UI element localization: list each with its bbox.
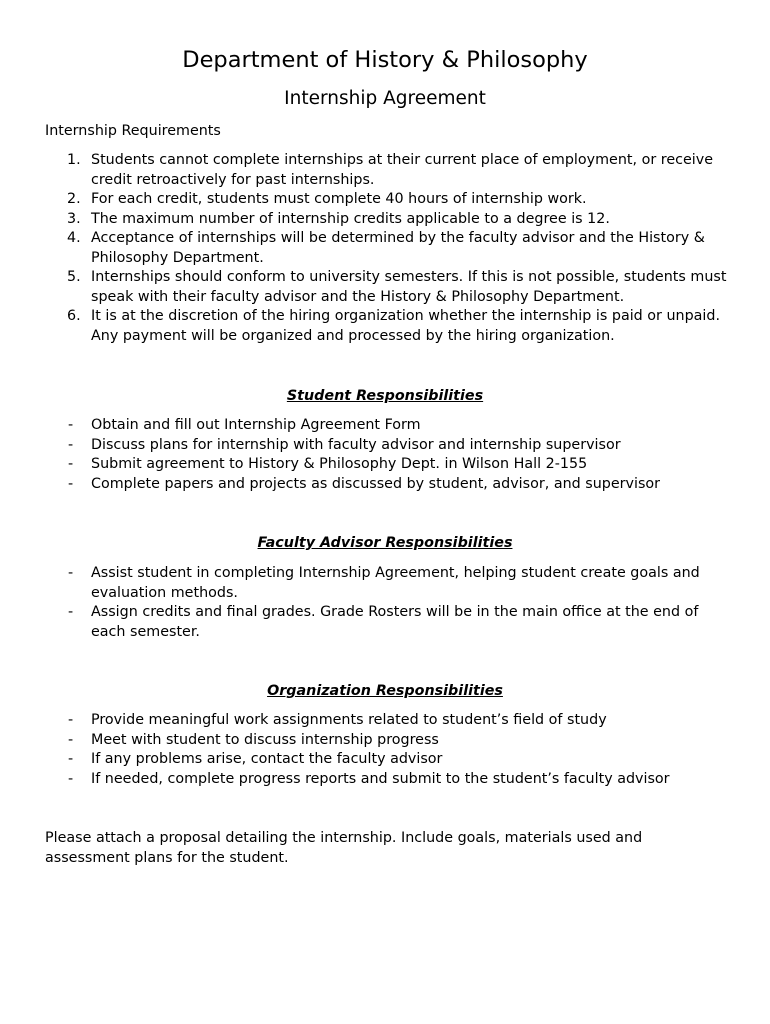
list-item-text: If needed, complete progress reports and submit to the student’s faculty advisor: [91, 770, 670, 787]
document-title: Department of History & Philosophy: [182, 47, 588, 73]
list-item: [45, 307, 735, 346]
list-item: [45, 711, 735, 731]
list-item: [45, 268, 735, 307]
list-item: [45, 455, 735, 475]
requirements-heading: Internship Requirements: [45, 123, 221, 139]
list-dash: -: [68, 770, 74, 787]
list-number: 4.: [67, 230, 81, 246]
list-item-text: Assist student in completing Internship Agreement, helping student create goals and evaluation methods.: [91, 565, 700, 601]
list-number: 1.: [67, 152, 81, 168]
list-item: [45, 416, 735, 436]
list-item-text: If any problems arise, contact the faculty advisor: [91, 751, 443, 767]
list-item: [45, 436, 735, 456]
list-dash: -: [68, 731, 74, 748]
organization-responsibilities-heading: Organization Responsibilities: [267, 683, 503, 699]
list-item: [45, 603, 735, 642]
list-item: [45, 564, 735, 603]
list-item-text: Submit agreement to History & Philosophy Dept. in Wilson Hall 2-155: [91, 456, 588, 472]
list-dash: -: [68, 604, 74, 620]
student-responsibilities-list: [45, 416, 735, 494]
list-dash: -: [68, 712, 74, 728]
list-item-text: Complete papers and projects as discussed by student, advisor, and supervisor: [91, 475, 661, 492]
list-item: [45, 229, 735, 268]
list-item-text: Students cannot complete internships at their current place of employment, or receive credit retroactively for past internships.: [91, 152, 714, 188]
document-subtitle: Internship Agreement: [284, 88, 486, 109]
list-item: [45, 731, 735, 751]
faculty-responsibilities-list: [45, 564, 735, 642]
faculty-responsibilities-heading: Faculty Advisor Responsibilities: [257, 535, 513, 551]
list-item-text: Provide meaningful work assignments related to student’s field of study: [91, 712, 607, 728]
list-dash: -: [68, 417, 74, 433]
list-item: [45, 210, 735, 230]
list-item-text: The maximum number of internship credits applicable to a degree is 12.: [91, 210, 610, 227]
requirements-list: [45, 151, 735, 346]
list-dash: -: [68, 475, 74, 492]
organization-responsibilities-list: [45, 711, 735, 789]
list-item-text: It is at the discretion of the hiring organization whether the internship is paid or unpaid. Any payment will be organized and processed by the hiring organization.: [91, 308, 721, 344]
list-item: [45, 770, 735, 790]
list-item-text: Internships should conform to university semesters. If this is not possible, students must speak with their faculty advisor and the History & Philosophy Department.: [91, 269, 727, 305]
list-item-text: Acceptance of internships will be determined by the faculty advisor and the History & Philosophy Department.: [91, 230, 705, 266]
list-item: [45, 190, 735, 210]
list-dash: -: [68, 565, 74, 581]
list-number: 3.: [67, 210, 81, 227]
list-item: [45, 151, 735, 190]
list-item-text: Discuss plans for internship with faculty advisor and internship supervisor: [91, 436, 621, 453]
list-item-text: For each credit, students must complete 40 hours of internship work.: [91, 191, 587, 207]
closing-instructions: Please attach a proposal detailing the internship. Include goals, materials used and assessment plans for the student.: [45, 830, 643, 866]
list-dash: -: [68, 751, 74, 767]
list-number: 6.: [67, 308, 81, 324]
list-item-text: Assign credits and final grades. Grade Rosters will be in the main office at the end of each semester.: [91, 604, 699, 640]
list-dash: -: [68, 436, 74, 453]
list-item: [45, 750, 735, 770]
student-responsibilities-heading: Student Responsibilities: [286, 388, 484, 404]
list-number: 2.: [67, 191, 81, 207]
list-dash: -: [68, 456, 74, 472]
list-item-text: Obtain and fill out Internship Agreement Form: [91, 417, 421, 433]
list-number: 5.: [67, 269, 81, 285]
list-item-text: Meet with student to discuss internship progress: [91, 731, 439, 748]
list-item: [45, 475, 735, 495]
